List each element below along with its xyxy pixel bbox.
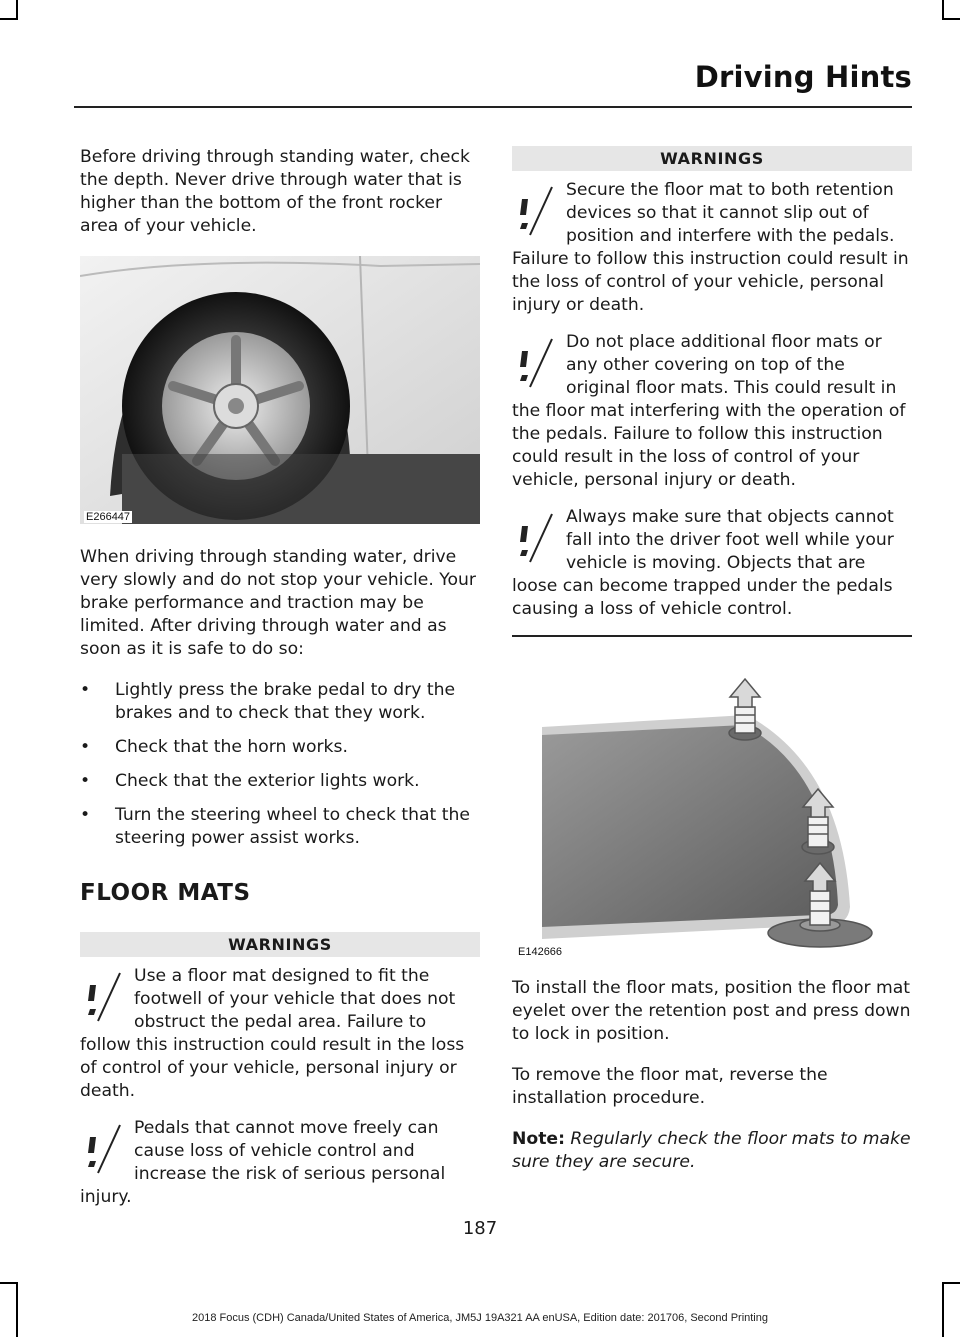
list-item: • Turn the steering wheel to check that the steering power assist works. xyxy=(80,804,480,850)
after-water-checklist xyxy=(80,679,480,850)
figure-label: E142666 xyxy=(518,946,563,958)
crop-mark-top-right-h xyxy=(942,18,960,20)
right-column xyxy=(512,146,912,1192)
figure-label: E266447 xyxy=(86,511,131,523)
install-paragraph: To install the floor mats, position the floor mat eyelet over the retention post and press down to lock in position. xyxy=(512,978,911,1044)
page-number: 187 xyxy=(462,1218,498,1239)
list-item: • Lightly press the brake pedal to dry the brakes and to check that they work. xyxy=(80,679,480,725)
crop-mark-bottom-left-v xyxy=(16,1282,18,1337)
note-label: Note: xyxy=(512,1129,565,1149)
car-wheel-illustration xyxy=(80,256,480,524)
warning-text: Always make sure that objects cannot fall into the driver foot well while your vehicle is moving. Objects that are loose can become trapped under the pedals causing a loss of vehicle control. xyxy=(512,507,894,619)
warning-item xyxy=(512,179,912,317)
header-rule xyxy=(74,106,912,108)
warnings-end-rule xyxy=(512,635,912,637)
intro-paragraph: Before driving through standing water, check the depth. Never drive through water that is higher than the bottom of the front rocker area of your vehicle. xyxy=(80,147,470,236)
warning-text: Do not place additional floor mats or any other covering on top of the original floor mats. This could result in the floor mat interfering with the operation of the pedals. Failure to follow this instruction could result in the loss of control of your vehicle, personal injury or death. xyxy=(512,332,906,490)
section-heading: FLOOR MATS xyxy=(80,880,251,906)
note-paragraph xyxy=(512,1128,912,1174)
page-footer: 2018 Focus (CDH) Canada/United States of America, JM5J 19A321 AA enUSA, Edition date: 201706, Second Printing xyxy=(191,1312,768,1324)
after-water-paragraph: When driving through standing water, drive very slowly and do not stop your vehicle. Your brake performance and traction may be limited. After driving through water and as soon as it is safe to do so: xyxy=(80,547,476,659)
crop-mark-top-left-v xyxy=(16,0,18,20)
crop-mark-bottom-right-h xyxy=(942,1282,960,1284)
note-text: Regularly check the floor mats to make sure they are secure. xyxy=(512,1129,911,1172)
list-item: • Check that the horn works. xyxy=(80,736,480,759)
warning-item xyxy=(80,1117,480,1209)
warning-exclamation-icon xyxy=(512,512,566,570)
warning-text: Secure the floor mat to both retention devices so that it cannot slip out of position and interfere with the pedals. Failure to follow this instruction could result in the loss of control of your vehicle, personal injury or death. xyxy=(512,180,909,315)
list-item: • Check that the exterior lights work. xyxy=(80,770,480,793)
warning-exclamation-icon xyxy=(512,337,566,395)
remove-paragraph: To remove the floor mat, reverse the installation procedure. xyxy=(512,1065,828,1108)
warning-exclamation-icon xyxy=(80,971,134,1029)
crop-mark-bottom-left-h xyxy=(0,1282,18,1284)
left-column xyxy=(80,146,480,1223)
warnings-header: WARNINGS xyxy=(512,146,912,171)
page-header-title: Driving Hints xyxy=(694,60,912,94)
warnings-header: WARNINGS xyxy=(80,932,480,957)
floor-mat-figure xyxy=(512,677,912,959)
water-depth-figure xyxy=(80,256,480,524)
warning-text: Pedals that cannot move freely can cause loss of vehicle control and increase the risk of serious personal injury. xyxy=(80,1118,446,1207)
warning-item xyxy=(80,965,480,1103)
warning-item xyxy=(512,331,912,492)
floor-mat-illustration xyxy=(512,677,912,959)
crop-mark-bottom-right-v xyxy=(942,1282,944,1337)
warning-exclamation-icon xyxy=(512,185,566,243)
warning-text: Use a floor mat designed to fit the footwell of your vehicle that does not obstruct the pedal area. Failure to follow this instruction could result in the loss of control of your vehicle, personal injury or death. xyxy=(80,966,465,1101)
warning-exclamation-icon xyxy=(80,1123,134,1181)
crop-mark-top-left-h xyxy=(0,18,18,20)
warning-item xyxy=(512,506,912,621)
retention-post-top xyxy=(729,679,761,740)
crop-mark-top-right-v xyxy=(942,0,944,20)
